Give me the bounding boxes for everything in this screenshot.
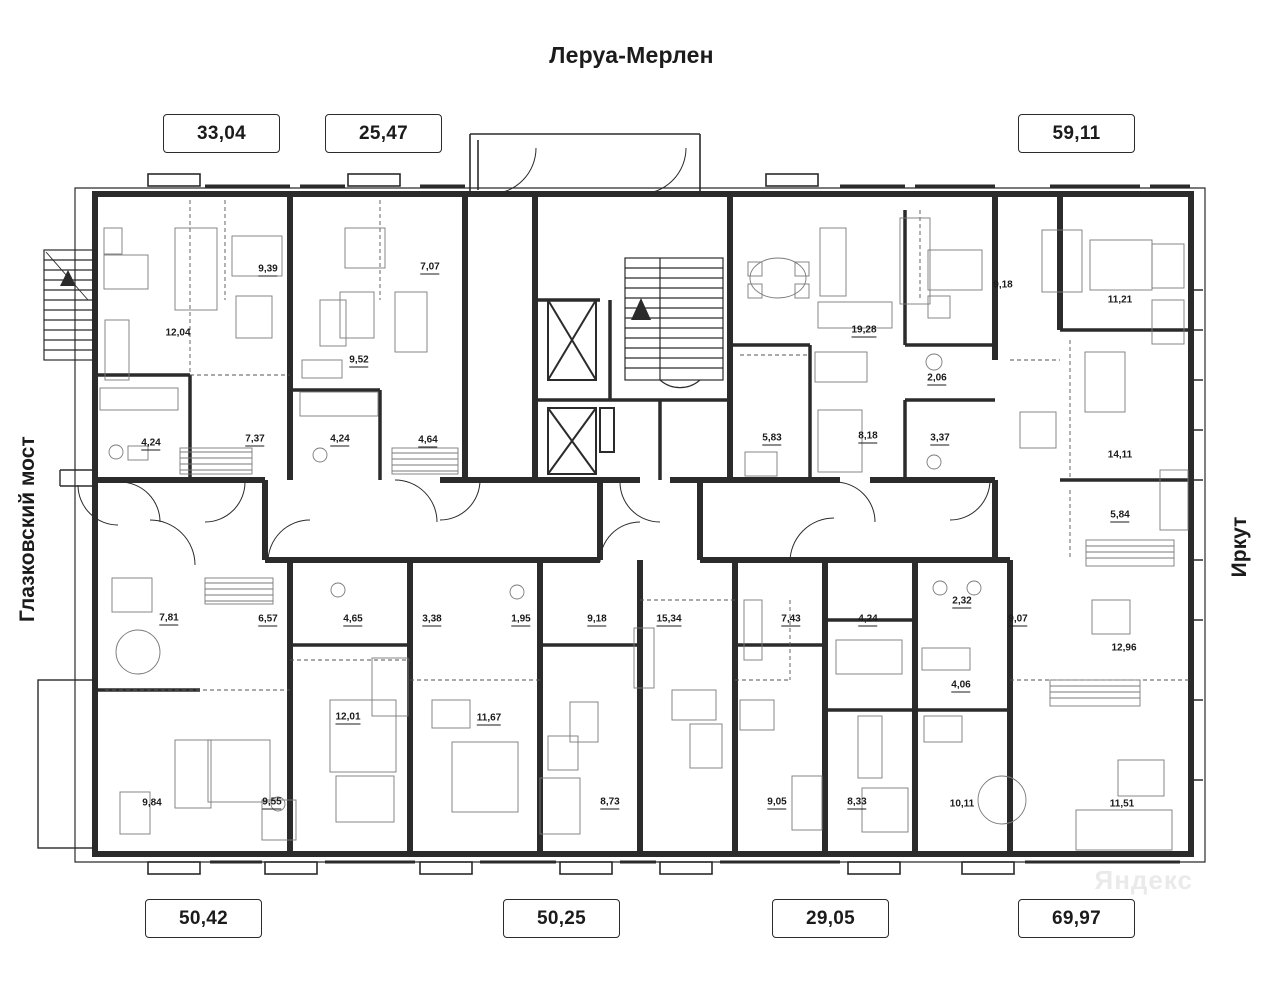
room-area-value: 12,96 [1111, 642, 1137, 654]
room-area-value: 9,52 [349, 354, 369, 366]
room-area-value: 9,18 [587, 613, 607, 625]
area-badge [772, 899, 889, 938]
room-area-value: 4,24 [858, 613, 878, 625]
room-area-value: 4,06 [951, 679, 971, 691]
room-area-value: 4,24 [141, 437, 161, 449]
room-area-value: 8,33 [847, 796, 867, 808]
room-area-value: 8,73 [600, 796, 620, 808]
room-area-value: 9,05 [767, 796, 787, 808]
room-area-value: 12,01 [335, 711, 361, 723]
room-area-value: 9,55 [262, 796, 282, 808]
watermark: Яндекс [1094, 865, 1193, 895]
room-area-value: 9,18 [993, 279, 1013, 291]
area-badge [503, 899, 620, 938]
room-area-value: 12,04 [165, 327, 191, 339]
room-area-value: 4,65 [343, 613, 363, 625]
room-area-value: 7,07 [420, 261, 440, 273]
room-area-value: 6,57 [258, 613, 278, 625]
area-badge-value: 50,25 [536, 907, 587, 929]
room-area-value: 7,81 [159, 612, 179, 624]
room-area-value: 9,07 [1008, 613, 1028, 625]
room-area-value: 4,24 [330, 433, 350, 445]
right-street-label: Иркут [1228, 516, 1251, 578]
room-area-value: 8,18 [858, 430, 878, 442]
room-area-value: 2,06 [927, 372, 947, 384]
room-area-value: 7,37 [245, 433, 265, 445]
room-area-value: 19,28 [851, 324, 877, 336]
area-badge-value: 69,97 [1051, 907, 1102, 929]
room-area-value: 1,95 [511, 613, 531, 625]
page-title: Леруа-Мерлен [549, 42, 714, 68]
room-area-value: 3,38 [422, 613, 442, 625]
area-badge [163, 114, 280, 153]
area-badge [1018, 114, 1135, 153]
room-area-value: 4,64 [418, 434, 438, 446]
room-area-value: 11,51 [1109, 798, 1135, 810]
area-badge-value: 25,47 [358, 122, 409, 144]
room-area-value: 11,67 [476, 712, 502, 724]
left-street-label: Глазковский мост [16, 436, 39, 622]
room-area-value: 9,84 [142, 797, 162, 809]
room-area-value: 14,11 [1107, 449, 1133, 461]
room-area-value: 5,84 [1110, 509, 1130, 521]
area-badge [1018, 899, 1135, 938]
room-area-value: 9,39 [258, 263, 278, 275]
room-area-value: 15,34 [656, 613, 682, 625]
room-area-value: 7,43 [781, 613, 801, 625]
room-area-value: 2,32 [952, 595, 972, 607]
room-area-value: 5,83 [762, 432, 782, 444]
area-badge-value: 29,05 [805, 907, 856, 929]
area-badge-value: 59,11 [1052, 122, 1101, 144]
area-badge-value: 33,04 [196, 122, 247, 144]
area-badge [325, 114, 442, 153]
area-badge [145, 899, 262, 938]
room-area-value: 3,37 [930, 432, 950, 444]
area-badge-value: 50,42 [178, 907, 229, 929]
room-area-value: 11,21 [1107, 294, 1133, 306]
room-area-value: 10,11 [949, 798, 975, 810]
